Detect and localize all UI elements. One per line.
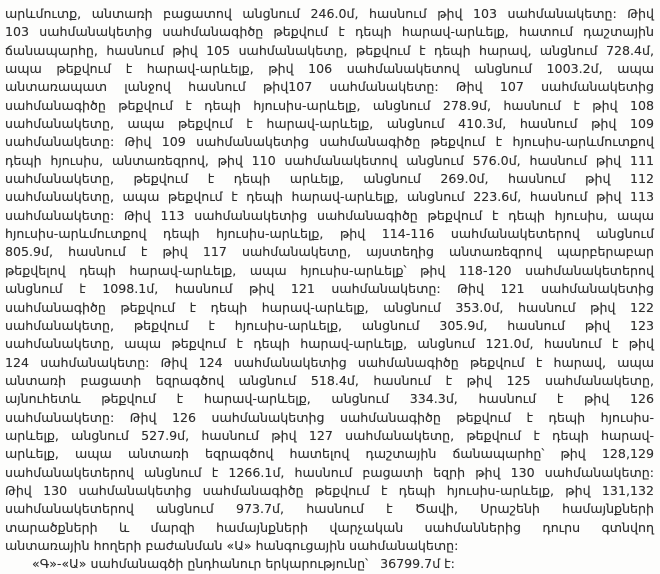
text-line: սահմանակետերով անցնում է 1266.1մ, հասնում բացատի եզրի թիվ 130 սահմանակետը: (5, 464, 654, 480)
text-line: թեքվելով դեպի հարավ-արևելք, ապա հյուսիս-արևելք՝ թիվ 118-120 սահմանակետերով (5, 262, 654, 278)
text-line: սահմանակետը, ապա թեքվում է դեպի հարավ-արևելք, անցնում 223.6մ, հասնում թիվ 113 (5, 189, 654, 205)
text-line: սահմանագիծը թեքվում է դեպի հարավ-արևելք, անցնում 353.0մ, հասնում թիվ 122 (5, 299, 654, 315)
text-line: անտառապատ լանջով հասնում թիվ107 սահմանակետը: Թիվ 107 սահմանակետից (5, 79, 654, 95)
text-line: այնուհետև թեքվում է հարավ-արևելք, անցնում 334.3մ, հասնում է թիվ 126 (5, 391, 654, 407)
text-line: Թիվ 130 սահմանակետից սահմանագիծը թեքվում է դեպի հյուսիս-արևելք, թիվ 131,132 (5, 482, 654, 498)
text-line: անտառի բացատի եզրագծով անցնում 518.4մ, հասնում է թիվ 125 սահմանակետը, (5, 372, 654, 388)
text-line: արևելք, ապա անտառի եզրագծով հատելով դաշտային ճանապարհը՝ թիվ 128,129 (5, 446, 654, 462)
text-line: սահմանակետը, ապա թեքվում է հարավ-արևելք, անցնում 410.3մ, հասնում թիվ 109 (5, 116, 654, 132)
text-line: 124 սահմանակետը: Թիվ 124 սահմանակետից սահմանագիծը թեքվում է հարավ, ապա (5, 354, 654, 370)
text-line: արևելք, անցնում 527.9մ, հասնում թիվ 127 սահմանակետը, թեքվում է դեպի հարավ- (5, 427, 654, 443)
text-line: սահմանակետերով անցնում 973.7մ, հասնում է Ծավի, Սրաշենի համայնքների (5, 501, 654, 517)
text-line: սահմանակետը: Թիվ 126 սահմանակետից սահմանագիծը թեքվում է դեպի հյուսիս- (5, 409, 654, 425)
text-line: անցնում է 1098.1մ, հասնում թիվ 121 սահմանակետը: Թիվ 121 սահմանակետից (5, 281, 654, 297)
text-body (5, 5, 654, 574)
text-line: սահմանագիծը թեքվում է դեպի հյուսիս-արևելք, անցնում 278.9մ, հասնում է թիվ 108 (5, 97, 654, 113)
text-line: արևմուտք, անտառի բացատով անցնում 246.0մ, հասնում թիվ 103 սահմանակետը: Թիվ (5, 6, 654, 21)
text-line: անտառային հողերի բաժանման «Ա» հանգուցային սահմանակետը: (5, 537, 459, 553)
text-line: ճանապարհը, հասնում թիվ 105 սահմանակետը, թեքվում է դեպի հարավ, անցնում 728.4մ, (5, 42, 654, 58)
text-line: 805.9մ, հասնում է թիվ 117 սահմանակետը, այստեղից անտառեզրով պարբերաբար (5, 244, 654, 260)
text-line: սահմանակետը, թեքվում է հյուսիս-արևելք, անցնում 305.9մ, հասնում թիվ 123 (5, 317, 654, 333)
text-line: սահմանակետը, ապա թեքվում է դեպի հարավ-արևելք, անցնում 121.0մ, հասնում է թիվ (5, 336, 654, 352)
text-line: սահմանակետը: Թիվ 109 սահմանակետից սահմանագիծը թեքվում է հյուսիս-արևմուտքով (5, 134, 654, 150)
text-line: տարածքների և մարզի համայնքների վարչական սահմաններից դուրս գտնվող (5, 519, 654, 535)
text-line: «Գ»-«Ա» սահմանագծի ընդհանուր երկարությունը՝ 36799.7մ է: (32, 556, 455, 572)
text-line: հյուսիս-արևմուտքով դեպի հյուսիս-արևելք, թիվ 114-116 սահմանակետերով անցնում (5, 226, 654, 242)
text-line: ապա թեքվում է հարավ-արևելք, թիվ 106 սահմանակետով անցնում 1003.2մ, ապա (5, 61, 654, 77)
text-line: սահմանակետը: Թիվ 113 սահմանակետից սահմանագիծը թեքվում է դեպի հյուսիս, ապա (5, 207, 654, 223)
text-line: դեպի հյուսիս, անտառեզրով, թիվ 110 սահմանակետով անցնում 576.0մ, հասնում թիվ 111 (5, 152, 654, 168)
text-line: սահմանակետը, թեքվում է դեպի արևելք, անցնում 269.0մ, հասնում թիվ 112 (5, 171, 654, 187)
text-line: 103 սահմանակետից սահմանագիծը թեքվում է դեպի հարավ-արևելք, հատում դաշտային (5, 24, 654, 40)
